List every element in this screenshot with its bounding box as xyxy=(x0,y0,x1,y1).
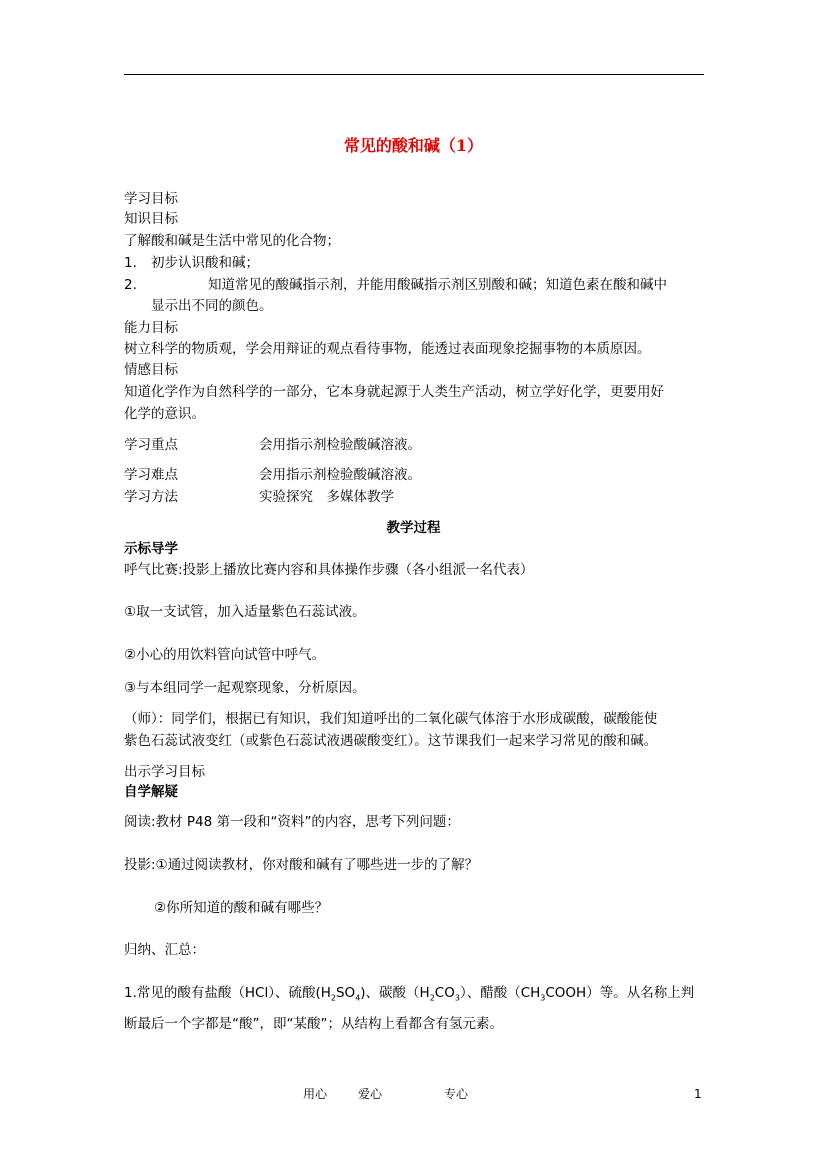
page-number: 1 xyxy=(694,1087,702,1101)
footer-motto-1: 用心 xyxy=(303,1087,328,1101)
methods-row xyxy=(124,488,394,506)
acid-text-part: 1.常见的酸有盐酸（HCl）、硫酸(H xyxy=(124,985,331,1001)
goal-item-1 xyxy=(124,254,259,272)
reading-text: 阅读:教材 P48 第一段和“资料”的内容，思考下列问题： xyxy=(124,814,460,830)
knowledge-intro: 了解酸和碱是生活中常见的化合物； xyxy=(124,233,340,249)
goal-item-2-text: 知道常见的酸碱指示剂，并能用酸碱指示剂区别酸和碱；知道色素在酸和碱中 xyxy=(208,277,667,293)
goal-item-1-text: 初步认识酸和碱； xyxy=(151,255,259,271)
goal-item-2-number: 2. xyxy=(124,277,137,293)
methods-value: 实验探究 多媒体教学 xyxy=(259,489,394,505)
key-points-row xyxy=(124,436,421,454)
projection-question-2: ②你所知道的酸和碱有哪些？ xyxy=(154,900,329,916)
subscript: 2 xyxy=(330,993,336,1003)
projection-question-1: 投影:①通过阅读教材，你对酸和碱有了哪些进一步的了解？ xyxy=(124,857,479,873)
emotion-goals-heading: 情感目标 xyxy=(124,362,178,378)
show-goals-text: 出示学习目标 xyxy=(124,764,205,780)
self-study-heading: 自学解疑 xyxy=(124,784,178,800)
step-1: ①取一支试管，加入适量紫色石蕊试液。 xyxy=(124,604,366,620)
knowledge-goals-heading: 知识目标 xyxy=(124,211,178,227)
ability-goals-heading: 能力目标 xyxy=(124,320,178,336)
ability-goals-text: 树立科学的物质观，学会用辩证的观点看待事物，能透过表面现象挖掘事物的本质原因。 xyxy=(124,341,651,357)
key-points-value: 会用指示剂检验酸碱溶液。 xyxy=(259,437,421,453)
emotion-goals-text-continued: 化学的意识。 xyxy=(124,406,205,422)
subscript: 2 xyxy=(429,993,435,1003)
step-2: ②小心的用饮料管向试管中呼气。 xyxy=(124,647,326,663)
methods-label: 学习方法 xyxy=(124,489,178,505)
key-points-label: 学习重点 xyxy=(124,437,178,453)
acid-summary xyxy=(124,984,694,1008)
acid-summary-continued: 断最后一个字都是“酸”，即“某酸”；从结构上看都含有氢元素。 xyxy=(124,1016,503,1032)
difficulties-row xyxy=(124,466,421,484)
goal-item-2 xyxy=(124,276,667,294)
footer-motto-3: 专心 xyxy=(444,1087,469,1101)
emotion-goals-text: 知道化学作为自然科学的一部分，它本身就起源于人类生产活动，树立学好化学，更要用好 xyxy=(124,384,664,400)
subscript: 3 xyxy=(540,993,546,1003)
page-title: 常见的酸和碱（1） xyxy=(343,136,484,155)
step-3: ③与本组同学一起观察现象，分析原因。 xyxy=(124,680,366,696)
goal-item-1-number: 1. xyxy=(124,255,137,271)
teaching-process-heading: 教学过程 xyxy=(386,520,441,536)
subscript: 4 xyxy=(355,993,361,1003)
difficulties-label: 学习难点 xyxy=(124,467,178,483)
summary-heading: 归纳、汇总： xyxy=(124,942,205,958)
footer-motto-2: 爱心 xyxy=(358,1087,383,1101)
acid-text-part: SO xyxy=(335,985,356,1001)
acid-text-part: CO xyxy=(434,985,455,1001)
teacher-text: （师）：同学们，根据已有知识，我们知道呼出的二氧化碳气体溶于水形成碳酸，碳酸能使 xyxy=(124,711,658,727)
acid-text-part: ）、醋酸（CH xyxy=(459,985,541,1001)
goal-item-2-continued: 显示出不同的颜色。 xyxy=(151,298,273,314)
guide-heading: 示标导学 xyxy=(124,541,178,557)
teacher-text-continued: 紫色石蕊试液变红（或紫色石蕊试液遇碳酸变红）。这节课我们一起来学习常见的酸和碱。 xyxy=(124,733,658,749)
header-rule xyxy=(124,74,704,75)
difficulties-value: 会用指示剂检验酸碱溶液。 xyxy=(259,467,421,483)
acid-text-part: )、碳酸（H xyxy=(360,985,430,1001)
acid-text-part: COOH）等。从名称上判 xyxy=(545,985,695,1001)
subscript: 3 xyxy=(454,993,460,1003)
learning-goals-heading: 学习目标 xyxy=(124,191,178,207)
contest-text: 呼气比赛:投影上播放比赛内容和具体操作步骤（各小组派一名代表） xyxy=(124,562,534,578)
